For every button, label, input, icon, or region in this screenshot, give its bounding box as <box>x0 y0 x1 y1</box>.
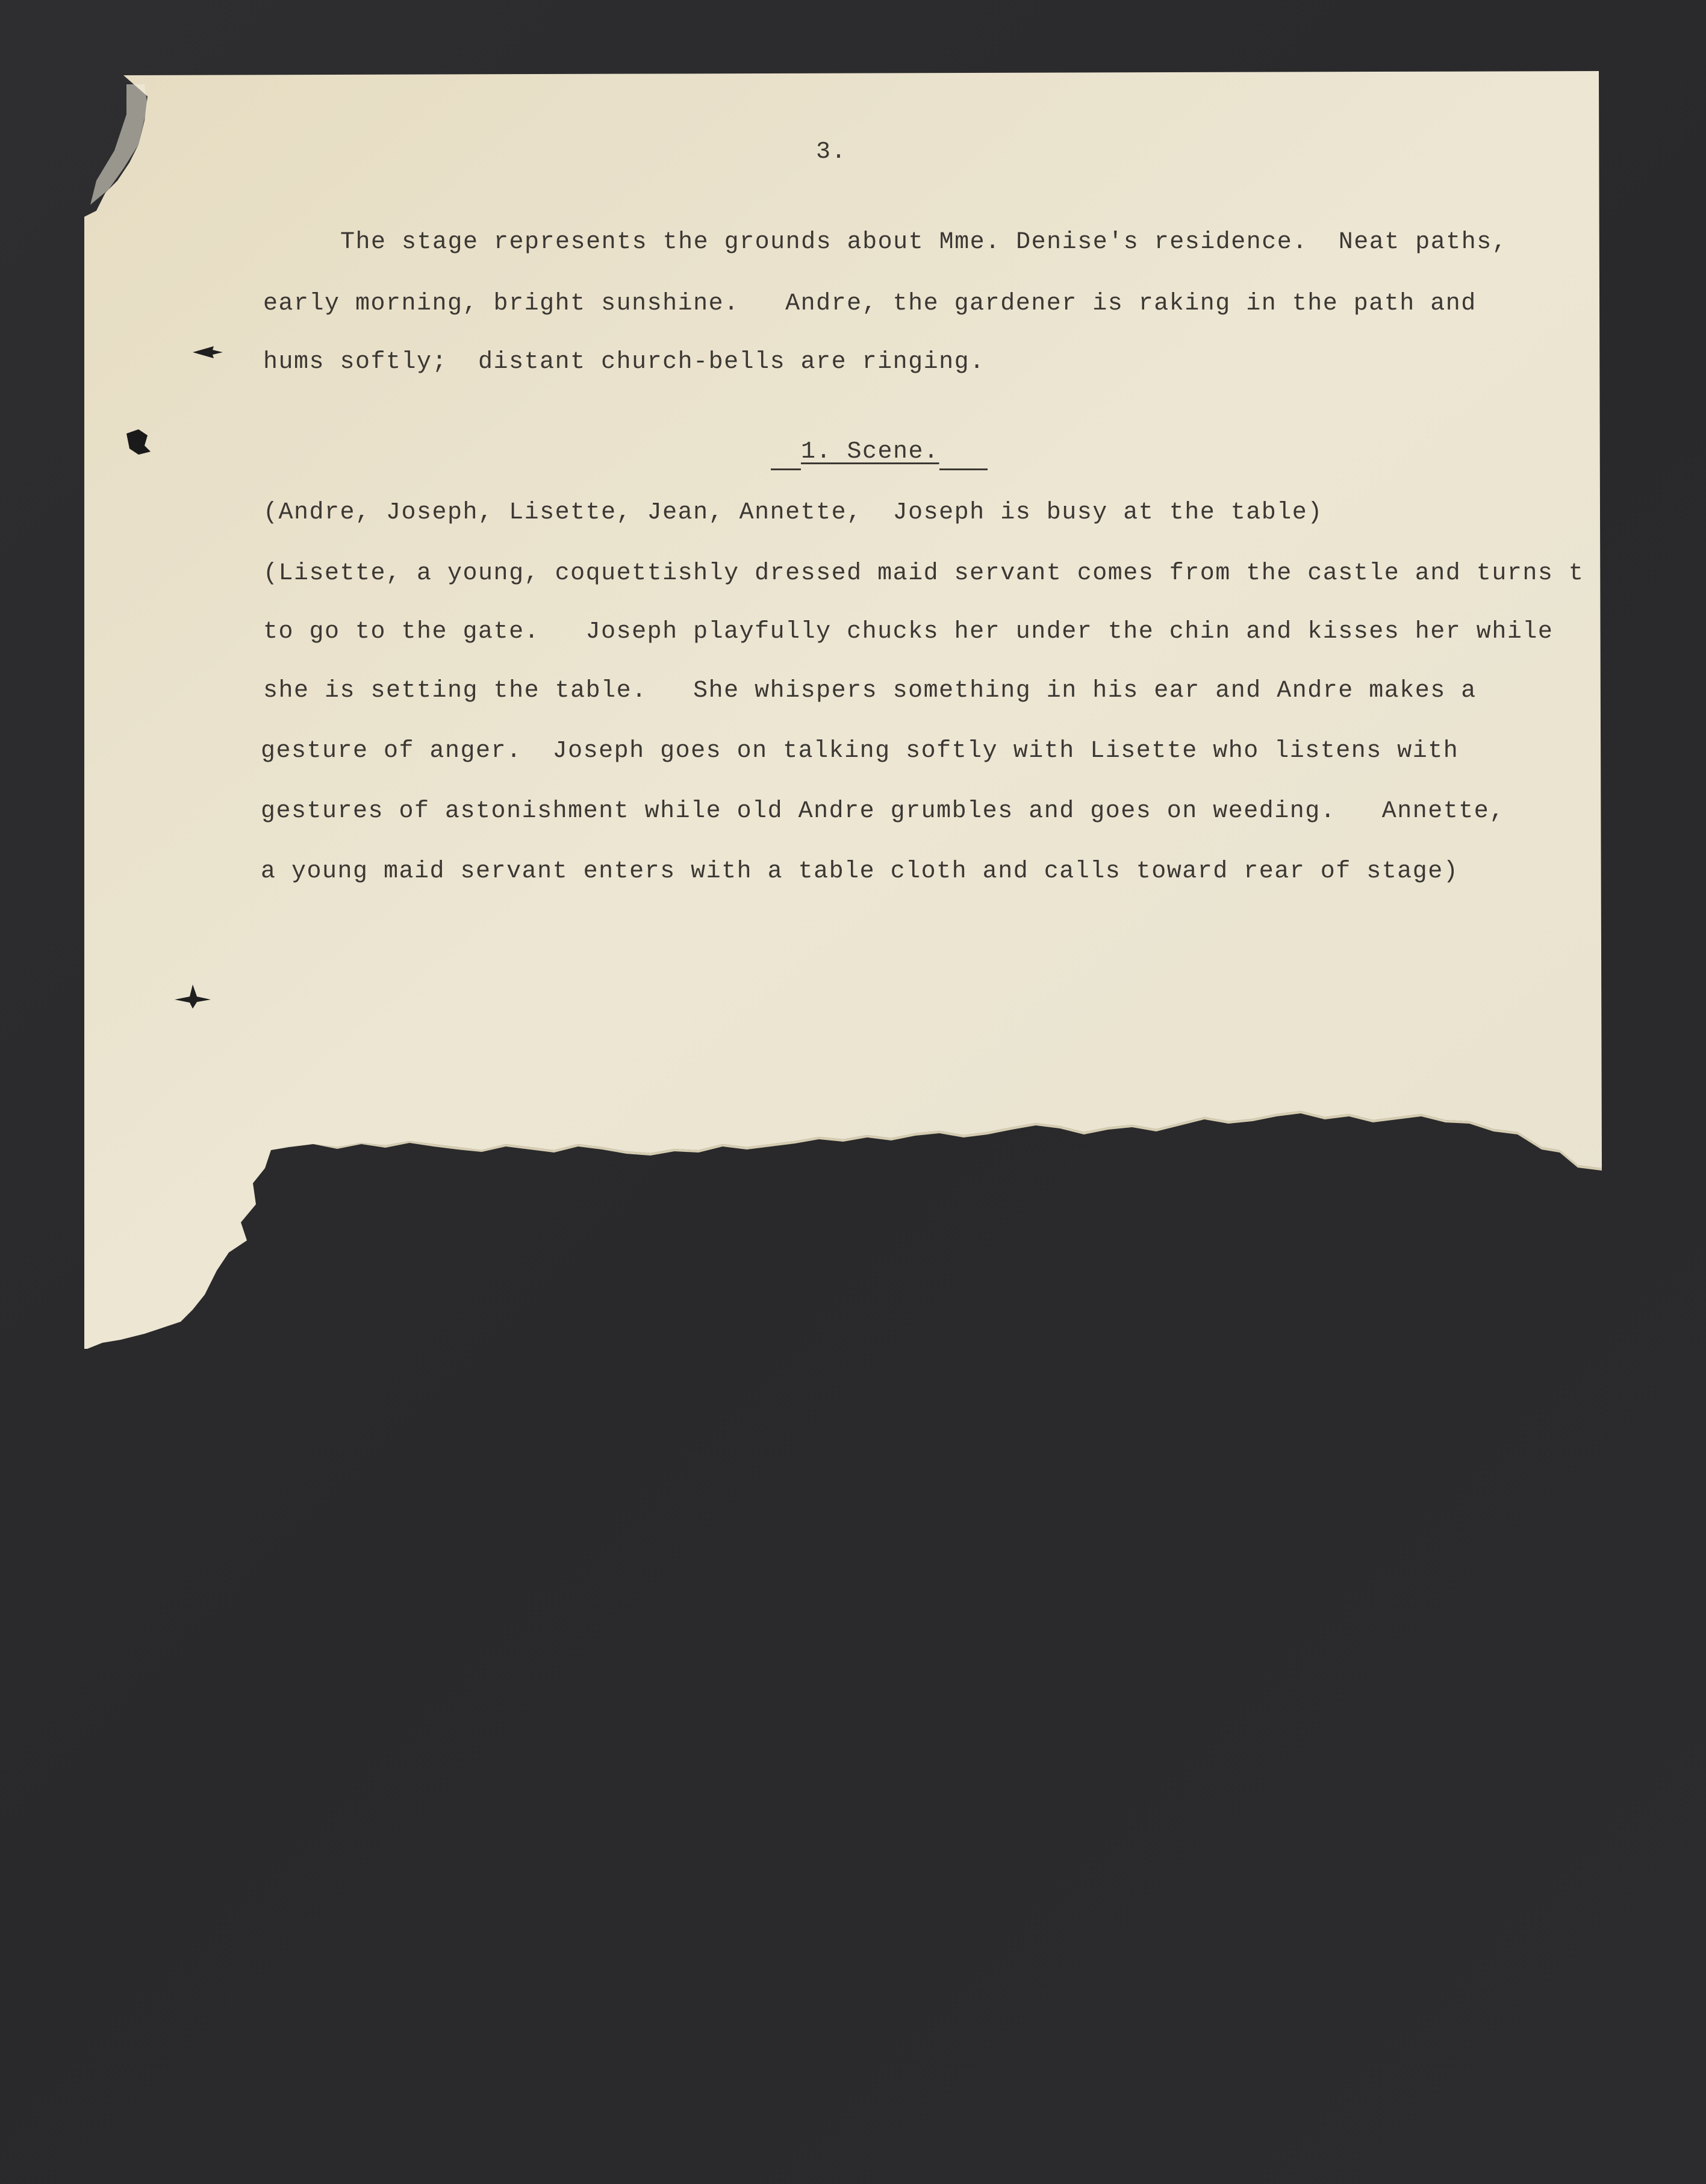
scene-heading: 1. Scene. <box>801 438 939 465</box>
page-number: 3. <box>816 138 847 166</box>
scene-line-5: gesture of anger. Joseph goes on talking softly with Lisette who listens with <box>261 738 1459 765</box>
scene-line-3: to go to the gate. Joseph playfully chucks her under the chin and kisses her while <box>263 618 1554 646</box>
scene-line-2: (Lisette, a young, coquettishly dressed maid servant comes from the castle and turns t <box>263 560 1584 587</box>
intro-line-2: early morning, bright sunshine. Andre, the gardener is raking in the path and <box>263 290 1477 317</box>
intro-line-3: hums softly; distant church-bells are ringing. <box>263 349 985 376</box>
scene-line-7: a young maid servant enters with a table cloth and calls toward rear of stage) <box>261 858 1459 885</box>
scene-line-4: she is setting the table. She whispers something in his ear and Andre makes a <box>263 677 1477 705</box>
intro-line-1: The stage represents the grounds about Mme. Denise's residence. Neat paths, <box>340 229 1508 256</box>
scene-line-1: (Andre, Joseph, Lisette, Jean, Annette, Joseph is busy at the table) <box>263 499 1323 526</box>
scene-line-6: gestures of astonishment while old Andre grumbles and goes on weeding. Annette, <box>261 798 1505 825</box>
